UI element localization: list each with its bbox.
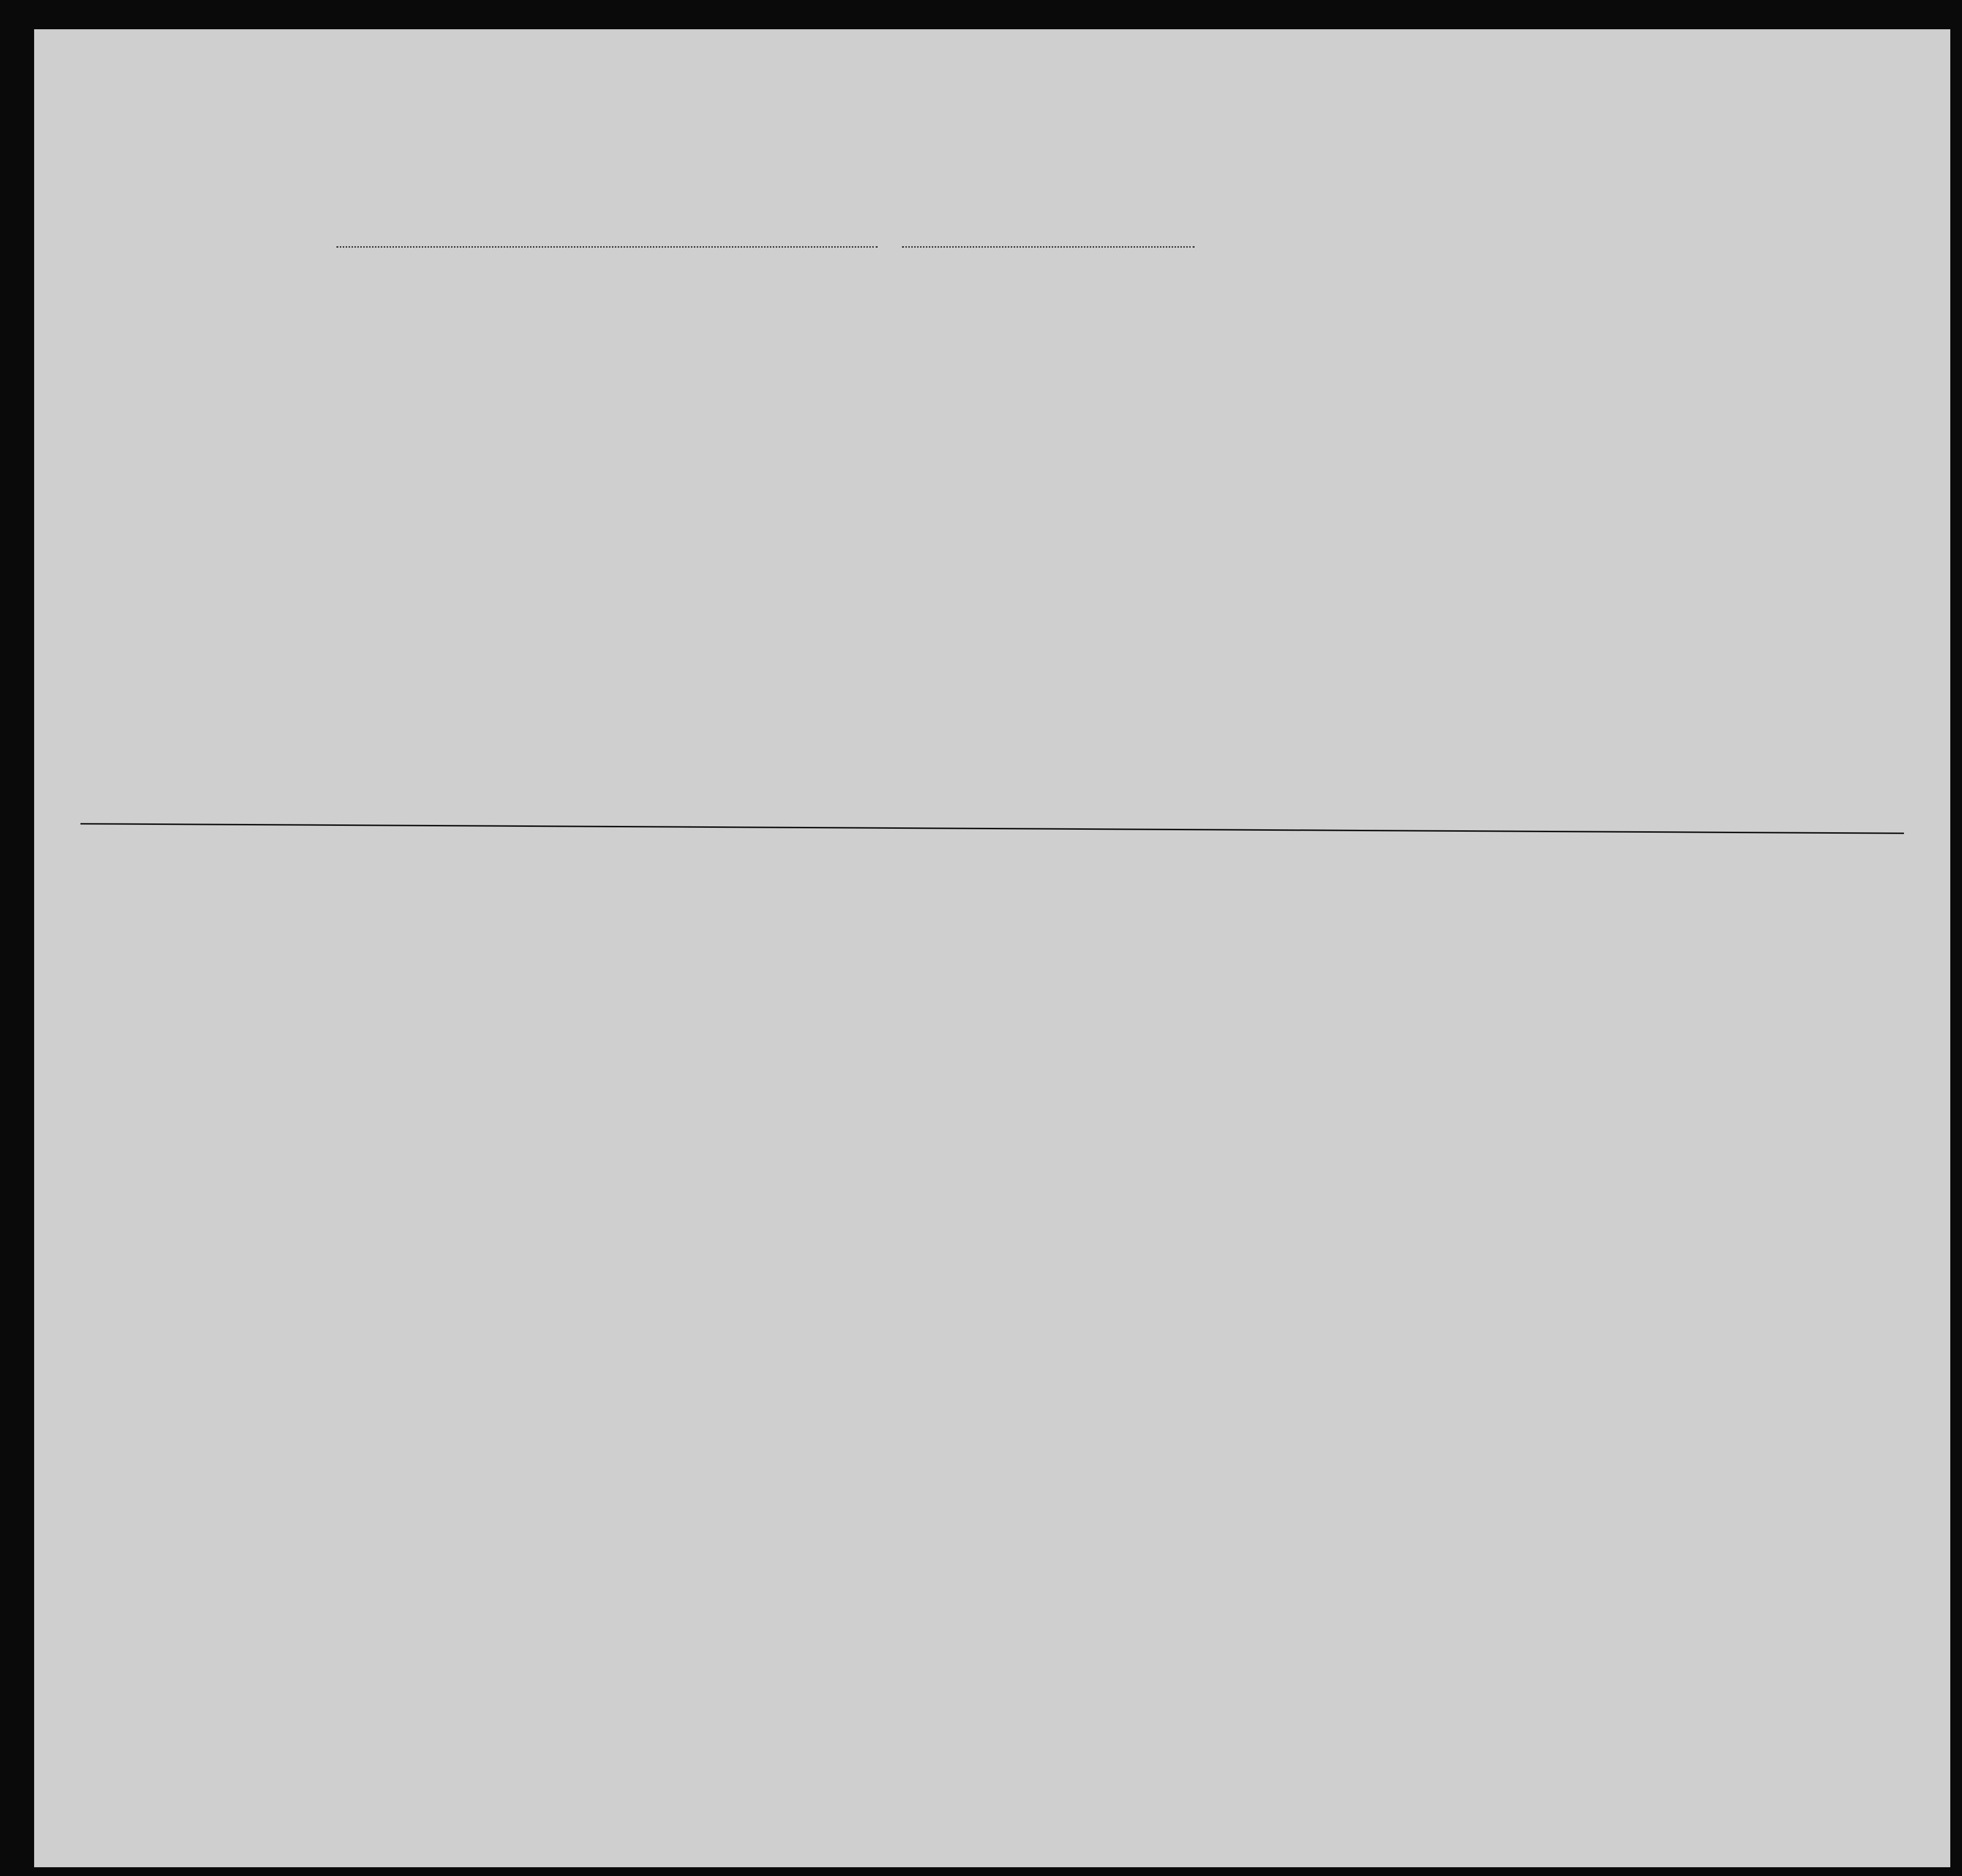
manifest-sheet — [34, 29, 1950, 1867]
port-underline — [336, 246, 878, 248]
header-prison — [1285, 341, 1316, 473]
header-inches — [1675, 444, 1689, 473]
header-fifty-dollars — [726, 322, 747, 473]
row-9-strikethrough — [80, 823, 1904, 834]
header-purpose-length — [1214, 371, 1242, 473]
header-purpose-return — [1184, 371, 1212, 473]
header-polygamist — [1329, 341, 1348, 473]
header-excluded — [1487, 341, 1507, 473]
header-final-destination — [446, 322, 602, 333]
header-anarchist — [1356, 341, 1376, 473]
date-underline — [902, 246, 1195, 248]
header-feet — [1652, 444, 1667, 473]
header-ticket — [605, 322, 626, 473]
header-deported — [1514, 341, 1533, 473]
header-purpose-citizen — [1249, 371, 1277, 473]
header-overthrow — [1387, 341, 1431, 473]
instructions — [107, 172, 1668, 190]
header-labor-offer — [1446, 341, 1480, 473]
